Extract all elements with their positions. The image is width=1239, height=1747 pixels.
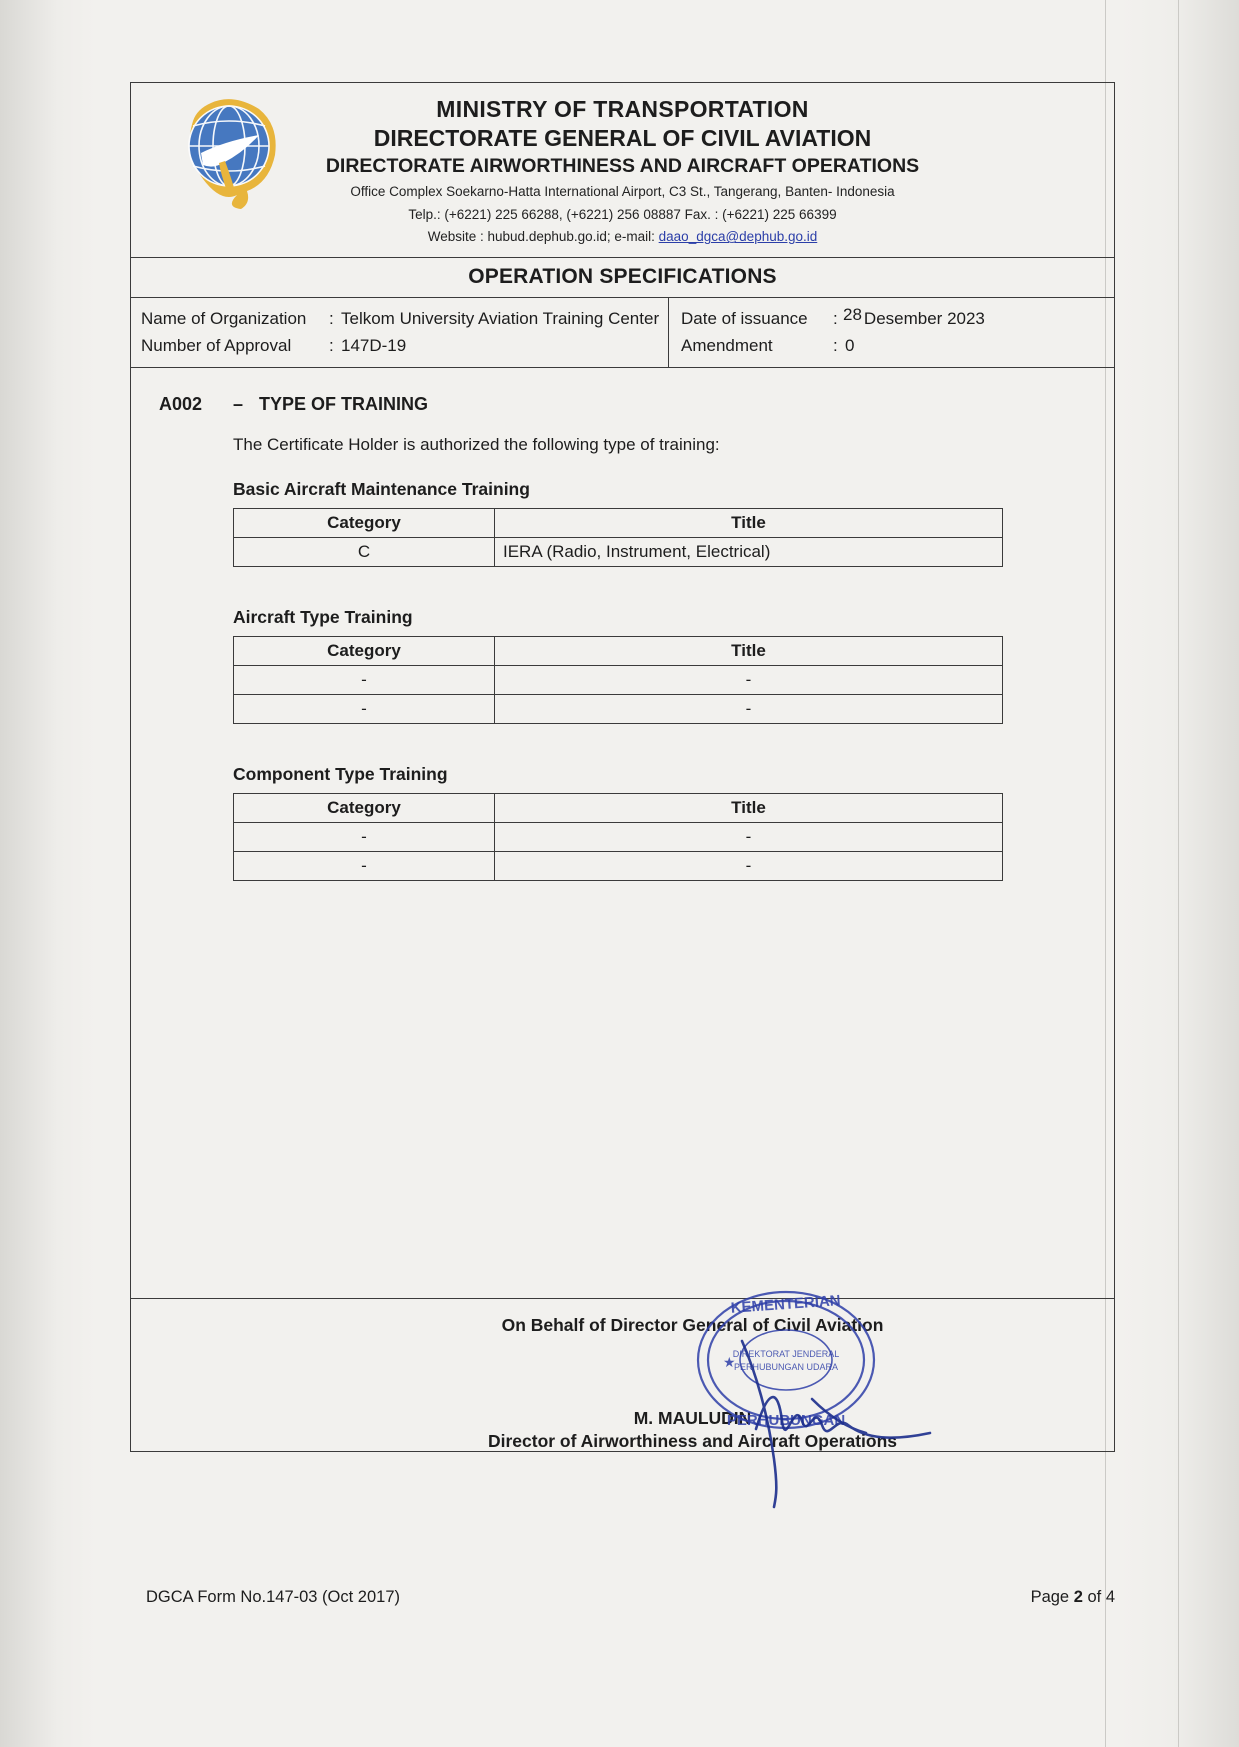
table-row xyxy=(234,695,1003,724)
footer-form-number: DGCA Form No.147-03 (Oct 2017) xyxy=(146,1588,401,1606)
header-directorate-general: DIRECTORATE GENERAL OF CIVIL AVIATION xyxy=(373,125,872,152)
organization-colon: : xyxy=(329,308,334,328)
table-aircraft-type-training xyxy=(233,636,1003,724)
cell-category: - xyxy=(234,823,495,852)
signature-role: Director of Airworthiness and Aircraft Operations xyxy=(487,1431,898,1452)
table-row xyxy=(234,666,1003,695)
amendment-value: 0 xyxy=(845,336,855,356)
signature-block xyxy=(131,1292,1114,1452)
organization-label: Name of Organization xyxy=(141,308,307,328)
header-website-line xyxy=(141,227,1104,247)
issuance-row xyxy=(681,305,1114,332)
organization-row xyxy=(141,305,668,332)
table-header-row xyxy=(234,509,1003,538)
issuance-colon: : xyxy=(833,308,838,328)
info-left-column xyxy=(131,298,669,367)
cell-title: - xyxy=(495,695,1003,724)
cell-title: - xyxy=(495,823,1003,852)
footer-page-number: 2 xyxy=(1073,1588,1083,1606)
cell-category: - xyxy=(234,852,495,881)
page-footer xyxy=(146,1588,1115,1607)
cell-title: IERA (Radio, Instrument, Electrical) xyxy=(495,538,1003,567)
column-header-title: Title xyxy=(495,637,1003,666)
amendment-colon: : xyxy=(833,336,838,356)
section-dash: – xyxy=(233,394,244,415)
section-title: TYPE OF TRAINING xyxy=(259,394,429,415)
column-header-title: Title xyxy=(495,509,1003,538)
footer-page-prefix: Page xyxy=(1030,1588,1074,1606)
column-header-category: Category xyxy=(234,794,495,823)
section-heading xyxy=(159,394,1096,415)
header-address: Office Complex Soekarno-Hatta International Airport, C3 St., Tangerang, Banten- Indonesia xyxy=(350,184,895,200)
table-row xyxy=(234,852,1003,881)
approval-label: Number of Approval xyxy=(141,336,292,356)
table-header-row xyxy=(234,794,1003,823)
header-phone: Telp.: (+6221) 225 66288, (+6221) 256 08887 Fax. : (+6221) 225 66399 xyxy=(408,206,837,222)
document-body xyxy=(131,368,1114,1298)
issuance-day: 28 xyxy=(843,304,862,324)
cell-title: - xyxy=(495,666,1003,695)
svg-text:PERHUBUNGAN UDARA: PERHUBUNGAN UDARA xyxy=(733,1362,839,1373)
approval-row xyxy=(141,332,668,359)
signature-on-behalf: On Behalf of Director General of Civil Aviation xyxy=(501,1315,884,1336)
group-title-component-type: Component Type Training xyxy=(233,764,448,785)
page-title: OPERATION SPECIFICATIONS xyxy=(131,258,1114,298)
section-intro: The Certificate Holder is authorized the following type of training: xyxy=(233,435,720,455)
issuance-value xyxy=(845,305,985,332)
svg-text:★: ★ xyxy=(723,1354,736,1371)
footer-page-suffix: of 4 xyxy=(1082,1588,1115,1606)
paper-edge-right xyxy=(1119,0,1239,1747)
paper-fold-line-2 xyxy=(1178,0,1179,1747)
column-header-category: Category xyxy=(234,637,495,666)
paper-edge-left xyxy=(0,0,96,1747)
cell-category: - xyxy=(234,666,495,695)
table-basic-aircraft-maintenance-training xyxy=(233,508,1003,567)
table-component-type-training xyxy=(233,793,1003,881)
issuance-month-year: Desember 2023 xyxy=(863,308,985,328)
amendment-row xyxy=(681,332,1114,359)
cell-category: - xyxy=(234,695,495,724)
header-ministry: MINISTRY OF TRANSPORTATION xyxy=(436,96,809,122)
group-title-basic: Basic Aircraft Maintenance Training xyxy=(233,479,530,500)
svg-text:DIREKTORAT JENDERAL: DIREKTORAT JENDERAL xyxy=(732,1349,840,1360)
document-header xyxy=(131,83,1114,258)
info-right-column xyxy=(669,298,1114,367)
svg-text:KEMENTERIAN: KEMENTERIAN xyxy=(730,1292,842,1318)
table-row xyxy=(234,538,1003,567)
header-website-text: Website : hubud.dephub.go.id; e-mail: xyxy=(427,229,659,245)
header-email-link[interactable]: daao_dgca@dephub.go.id xyxy=(658,229,818,245)
footer-page-indicator xyxy=(1031,1588,1115,1607)
header-directorate: DIRECTORATE AIRWORTHINESS AND AIRCRAFT OPERATIONS xyxy=(325,154,920,177)
svg-text:PERHUBUNGAN: PERHUBUNGAN xyxy=(726,1412,846,1430)
approval-value: 147D-19 xyxy=(341,336,407,356)
organization-value: Telkom University Aviation Training Center xyxy=(341,308,660,328)
table-row xyxy=(234,823,1003,852)
issuance-label: Date of issuance xyxy=(681,308,808,328)
signature-name: M. MAULUDIN xyxy=(633,1408,752,1429)
table-header-row xyxy=(234,637,1003,666)
column-header-category: Category xyxy=(234,509,495,538)
cell-title: - xyxy=(495,852,1003,881)
info-grid xyxy=(131,298,1114,368)
dgca-globe-logo-icon xyxy=(173,91,285,211)
column-header-title: Title xyxy=(495,794,1003,823)
approval-colon: : xyxy=(329,336,334,356)
operation-specifications-document xyxy=(130,82,1115,1452)
group-title-aircraft-type: Aircraft Type Training xyxy=(233,607,413,628)
cell-category: C xyxy=(234,538,495,567)
section-code: A002 xyxy=(159,394,203,415)
amendment-label: Amendment xyxy=(681,336,773,356)
